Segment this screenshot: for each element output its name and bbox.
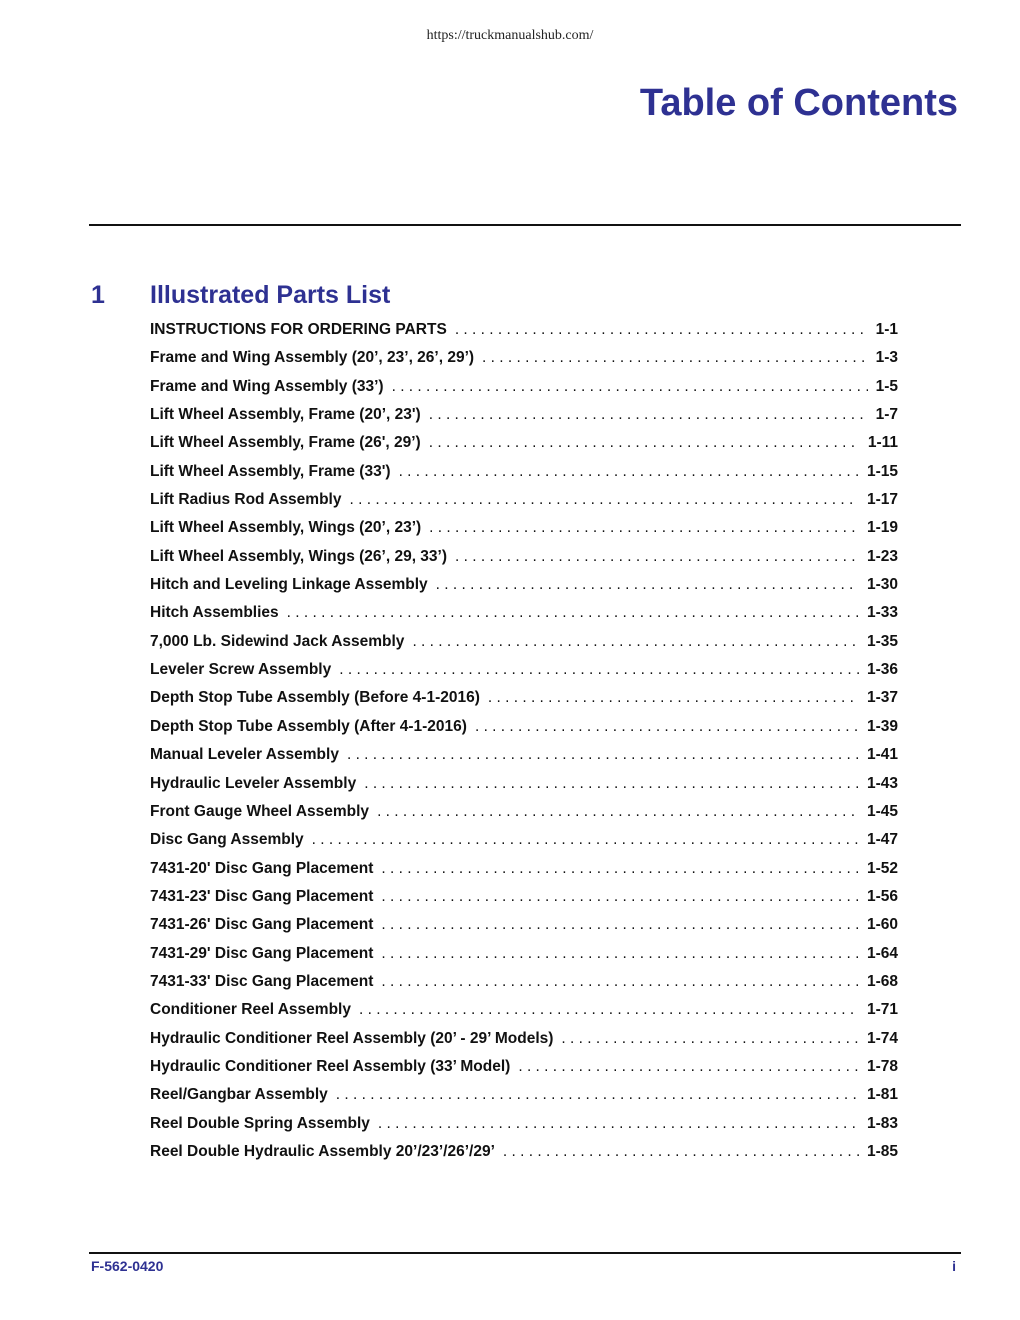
toc-entry-title: 7431-29' Disc Gang Placement (150, 944, 374, 962)
toc-entry[interactable] (150, 599, 898, 627)
toc-entry[interactable] (150, 798, 898, 826)
toc-entry[interactable] (150, 401, 898, 429)
page-title: Table of Contents (639, 82, 958, 124)
toc-entry[interactable] (150, 656, 898, 684)
toc-entry-page: 1-15 (866, 462, 898, 480)
toc-entry-page: 1-43 (866, 774, 898, 792)
toc-entry-page: 1-35 (866, 632, 898, 650)
source-url[interactable]: https://truckmanualshub.com/ (426, 28, 594, 43)
toc-entry-page: 1-1 (875, 321, 898, 338)
toc-entry-title: Hydraulic Conditioner Reel Assembly (20’ - 29’ Models) (150, 1029, 554, 1047)
toc-entry-title: Lift Radius Rod Assembly (150, 491, 342, 509)
toc-entry[interactable] (150, 1110, 898, 1138)
toc-dot-leader (429, 429, 860, 457)
toc-entry-title: Reel Double Spring Assembly (150, 1114, 370, 1132)
toc-dot-leader (377, 798, 859, 826)
toc-entry-page: 1-7 (875, 406, 898, 424)
toc-entry-title: Lift Wheel Assembly, Frame (33') (150, 462, 391, 480)
toc-entry[interactable] (150, 911, 898, 939)
toc-dot-leader (381, 883, 859, 911)
toc-dot-leader (347, 741, 859, 769)
toc-entry-page: 1-36 (866, 661, 898, 679)
toc-entry-page: 1-17 (866, 491, 898, 509)
toc-entry-page: 1-56 (866, 887, 898, 905)
toc-entry-title: Lift Wheel Assembly, Frame (20’, 23') (150, 406, 421, 424)
toc-entry-title: 7431-20' Disc Gang Placement (150, 859, 374, 877)
toc-dot-leader (429, 401, 868, 429)
toc-dot-leader (561, 1025, 859, 1053)
toc-entry[interactable] (150, 826, 898, 854)
toc-entry-page: 1-68 (866, 972, 898, 990)
toc-entry-page: 1-81 (866, 1086, 898, 1104)
toc-entry-title: Reel/Gangbar Assembly (150, 1086, 328, 1104)
toc-entry-page: 1-19 (866, 519, 898, 537)
toc-entry-page: 1-33 (866, 604, 898, 622)
toc-entry-title: Leveler Screw Assembly (150, 661, 332, 679)
toc-entry[interactable] (150, 1081, 898, 1109)
toc-entry[interactable] (150, 883, 898, 911)
toc-entry-title: 7431-23' Disc Gang Placement (150, 887, 374, 905)
toc-entry[interactable] (150, 571, 898, 599)
toc-entry-title: Manual Leveler Assembly (150, 746, 339, 764)
toc-dot-leader (429, 514, 859, 542)
toc-entry[interactable] (150, 940, 898, 968)
toc-entry-page: 1-60 (866, 916, 898, 934)
toc-entry[interactable] (150, 968, 898, 996)
toc-entry-title: Hydraulic Leveler Assembly (150, 774, 357, 792)
toc-entry-title: Lift Wheel Assembly, Wings (26’, 29, 33’) (150, 547, 448, 565)
toc-dot-leader (503, 1138, 859, 1166)
toc-entry[interactable] (150, 1053, 898, 1081)
toc-entry-page: 1-45 (866, 802, 898, 820)
toc-entry-title: Disc Gang Assembly (150, 831, 304, 849)
toc-entry-page: 1-85 (866, 1142, 898, 1160)
toc-dot-leader (488, 684, 859, 712)
toc-entry-page: 1-52 (866, 859, 898, 877)
toc-entry-page: 1-83 (866, 1114, 898, 1132)
toc-dot-leader (381, 968, 859, 996)
toc-entry[interactable] (150, 684, 898, 712)
top-divider (89, 224, 961, 226)
section-title: Illustrated Parts List (150, 281, 391, 309)
toc-entry-title: 7,000 Lb. Sidewind Jack Assembly (150, 632, 405, 650)
toc-entry-page: 1-64 (866, 944, 898, 962)
toc-entry-page: 1-5 (875, 377, 898, 395)
toc-entry-title: Front Gauge Wheel Assembly (150, 802, 370, 820)
toc-entry-page: 1-47 (866, 831, 898, 849)
toc-entry-title: 7431-33' Disc Gang Placement (150, 972, 374, 990)
toc-entry-page: 1-3 (875, 349, 898, 367)
toc-entry-title: Hitch and Leveling Linkage Assembly (150, 576, 428, 594)
toc-entry-page: 1-71 (866, 1001, 898, 1019)
toc-entry-title: Lift Wheel Assembly, Frame (26', 29’) (150, 434, 421, 452)
toc-dot-leader (412, 628, 859, 656)
toc-dot-leader (381, 855, 859, 883)
toc-entry-title: 7431-26' Disc Gang Placement (150, 916, 374, 934)
toc-entry-title: Depth Stop Tube Assembly (After 4-1-2016) (150, 717, 467, 735)
toc-dot-leader (381, 940, 859, 968)
toc-dot-leader (455, 316, 868, 344)
toc-entry[interactable] (150, 770, 898, 798)
toc-entry-page: 1-74 (866, 1029, 898, 1047)
toc-entry[interactable] (150, 1025, 898, 1053)
toc-dot-leader (359, 996, 859, 1024)
toc-entry-title: Frame and Wing Assembly (20’, 23’, 26’, 29’) (150, 349, 475, 367)
toc-entry[interactable] (150, 996, 898, 1024)
toc-entry-title: Depth Stop Tube Assembly (Before 4-1-2016) (150, 689, 480, 707)
toc-dot-leader (455, 543, 859, 571)
bottom-divider (89, 1252, 961, 1254)
toc-entry-page: 1-41 (866, 746, 898, 764)
toc-entry[interactable] (150, 543, 898, 571)
toc-entry[interactable] (150, 344, 898, 372)
toc-entry[interactable] (150, 429, 898, 457)
toc-entry-page: 1-23 (866, 547, 898, 565)
toc-entry-title: Hydraulic Conditioner Reel Assembly (33’ Model) (150, 1057, 511, 1075)
toc-entry-title: INSTRUCTIONS FOR ORDERING PARTS (150, 321, 447, 338)
toc-dot-leader (518, 1053, 859, 1081)
toc-dot-leader (381, 911, 859, 939)
toc-entry[interactable] (150, 713, 898, 741)
toc-dot-leader (392, 373, 868, 401)
toc-dot-leader (399, 458, 859, 486)
toc-entry-title: Reel Double Hydraulic Assembly 20’/23’/26’/29’ (150, 1142, 495, 1160)
toc-entry-title: Conditioner Reel Assembly (150, 1001, 351, 1019)
toc-dot-leader (482, 344, 868, 372)
toc-dot-leader (436, 571, 859, 599)
toc-entry[interactable] (150, 741, 898, 769)
footer-doc-number: F-562-0420 (91, 1258, 164, 1274)
toc-dot-leader (312, 826, 859, 854)
toc-dot-leader (364, 770, 859, 798)
toc-dot-leader (339, 656, 859, 684)
toc-entry[interactable] (150, 855, 898, 883)
toc-dot-leader (349, 486, 858, 514)
toc-entry-page: 1-37 (866, 689, 898, 707)
toc-entry-title: Lift Wheel Assembly, Wings (20’, 23’) (150, 519, 422, 537)
toc-dot-leader (336, 1081, 859, 1109)
toc-entry[interactable] (150, 373, 898, 401)
toc-list (150, 316, 898, 1166)
toc-entry-page: 1-78 (866, 1057, 898, 1075)
toc-dot-leader (475, 713, 859, 741)
toc-dot-leader (287, 599, 859, 627)
toc-entry-title: Hitch Assemblies (150, 604, 279, 622)
toc-entry[interactable] (150, 458, 898, 486)
toc-entry[interactable] (150, 486, 898, 514)
toc-entry[interactable] (150, 628, 898, 656)
footer-page-number: i (952, 1258, 956, 1274)
toc-dot-leader (378, 1110, 859, 1138)
section-number: 1 (91, 281, 105, 309)
toc-entry[interactable] (150, 514, 898, 542)
toc-entry-title: Frame and Wing Assembly (33’) (150, 377, 384, 395)
toc-entry[interactable] (150, 316, 898, 344)
toc-entry[interactable] (150, 1138, 898, 1166)
toc-entry-page: 1-30 (866, 576, 898, 594)
toc-entry-page: 1-39 (866, 717, 898, 735)
toc-entry-page: 1-11 (867, 434, 898, 452)
